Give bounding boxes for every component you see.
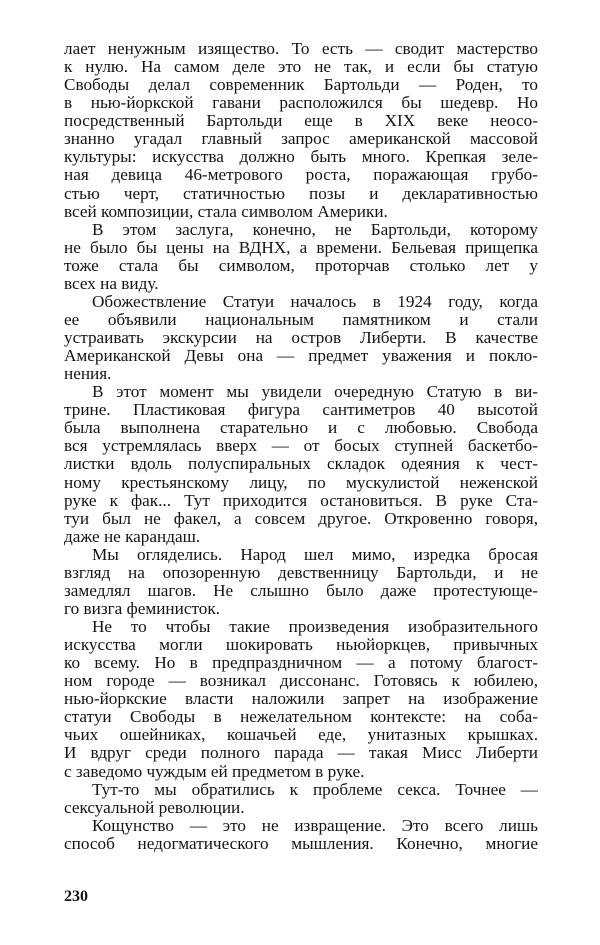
- text-line: не было бы цены на ВДНХ, а времени. Бельевая прищепка: [64, 237, 538, 257]
- text-line: Не то чтобы такие произведения изобразительного: [92, 617, 538, 636]
- paragraph: [64, 293, 538, 383]
- text-line: И вдруг среди полного парада — такая Мисс Либерти: [64, 743, 538, 763]
- text-line: ном городе — возникал диссонанс. Готовясь к юбилею,: [64, 671, 538, 691]
- text-line: способ недогматического мышления. Конечно, многие: [64, 833, 538, 853]
- text-line: была выполнена старательно и с любовью. Свобода: [64, 418, 538, 438]
- text-line: к нулю. На самом деле это не так, и если бы статую: [64, 57, 538, 77]
- text-line: Американской Девы она — предмет уважения и покло-: [64, 346, 538, 366]
- text-line: в нью-йоркской гавани расположился бы шедевр. Но: [64, 93, 538, 113]
- paragraph: [64, 221, 538, 293]
- text-line: чьих ошейниках, кошачьей еде, унитазных крышках.: [64, 725, 538, 745]
- text-line: статуи Свободы в нежелательном контексте: на соба-: [64, 707, 538, 727]
- text-line: знанно угадал главный запрос американской массовой: [64, 129, 538, 149]
- text-line: вся устремлялась вверх — от босых ступней баскетбо-: [64, 436, 538, 456]
- paragraph: [64, 781, 538, 817]
- text-line: Обожествление Статуи началось в 1924 году, когда: [92, 291, 538, 311]
- text-line: туи был не факел, а совсем другое. Откровенно говоря,: [64, 508, 538, 528]
- text-line: взгляд на опозоренную девственницу Бартольди, и не: [64, 562, 538, 582]
- text-line: тоже стала бы символом, проторчав столько лет у: [64, 255, 538, 275]
- paragraph: [64, 618, 538, 781]
- text-line: трине. Пластиковая фигура сантиметров 40 высотой: [64, 400, 538, 420]
- text-line: культуры: искусства должно быть много. Крепкая зеле-: [64, 147, 538, 167]
- text-line: руке к фак... Тут приходится остановиться. В руке Ста-: [64, 490, 538, 510]
- text-line: го визга феминисток.: [64, 598, 220, 618]
- text-line: ному крестьянскому лицу, по мускулистой неженской: [64, 472, 538, 492]
- text-line: В этом заслуга, конечно, не Бартольди, которому: [92, 219, 538, 239]
- text-line: лает ненужным изящество. То есть — сводит мастерство: [64, 39, 538, 58]
- text-line: устраивать экскурсии на остров Либерти. В качестве: [64, 328, 538, 347]
- text-line: замедлял шагов. Не слышно было даже протестующе-: [64, 580, 538, 600]
- text-line: всех на виду.: [64, 273, 159, 293]
- text-line: нения.: [64, 364, 112, 384]
- text-line: В этот момент мы увидели очередную Статую в ви-: [92, 382, 538, 402]
- text-line: листки вдоль полуспиральных складок одеяния к чест-: [64, 454, 538, 474]
- text-line: искусства могли шокировать ньюйоркцев, привычных: [64, 635, 538, 655]
- text-line: ная девица 46-метрового роста, поражающая грубо-: [64, 165, 538, 185]
- text-line: Свободы делал современник Бартольди — Роден, то: [64, 75, 538, 95]
- text-line: нью-йоркские власти наложили запрет на изображение: [64, 689, 538, 709]
- text-line: ее объявили национальным памятником и стали: [64, 309, 538, 329]
- paragraph: [64, 817, 538, 853]
- text-line: всей композиции, стала символом Америки.: [64, 201, 388, 221]
- paragraph: [64, 40, 538, 221]
- paragraph: [64, 546, 538, 618]
- text-line: сексуальной революции.: [64, 797, 245, 817]
- text-line: Кощунство — это не извращение. Это всего лишь: [92, 815, 538, 835]
- text-line: стью черт, статичностью позы и декларативностью: [64, 183, 538, 203]
- text-line: с заведомо чуждым ей предметом в руке.: [64, 761, 365, 781]
- text-line: Мы огляделись. Народ шел мимо, изредка бросая: [92, 544, 538, 564]
- text-line: ко всему. Но в предпраздничном — а потому благост-: [64, 653, 538, 673]
- text-line: посредственный Бартольди еще в XIX веке неосо-: [64, 111, 538, 131]
- text-line: даже не карандаш.: [64, 526, 201, 546]
- book-page-text: [64, 40, 538, 853]
- page-number: 230: [64, 888, 88, 905]
- text-line: Тут-то мы обратились к проблеме секса. Точнее —: [92, 779, 538, 799]
- paragraph: [64, 383, 538, 546]
